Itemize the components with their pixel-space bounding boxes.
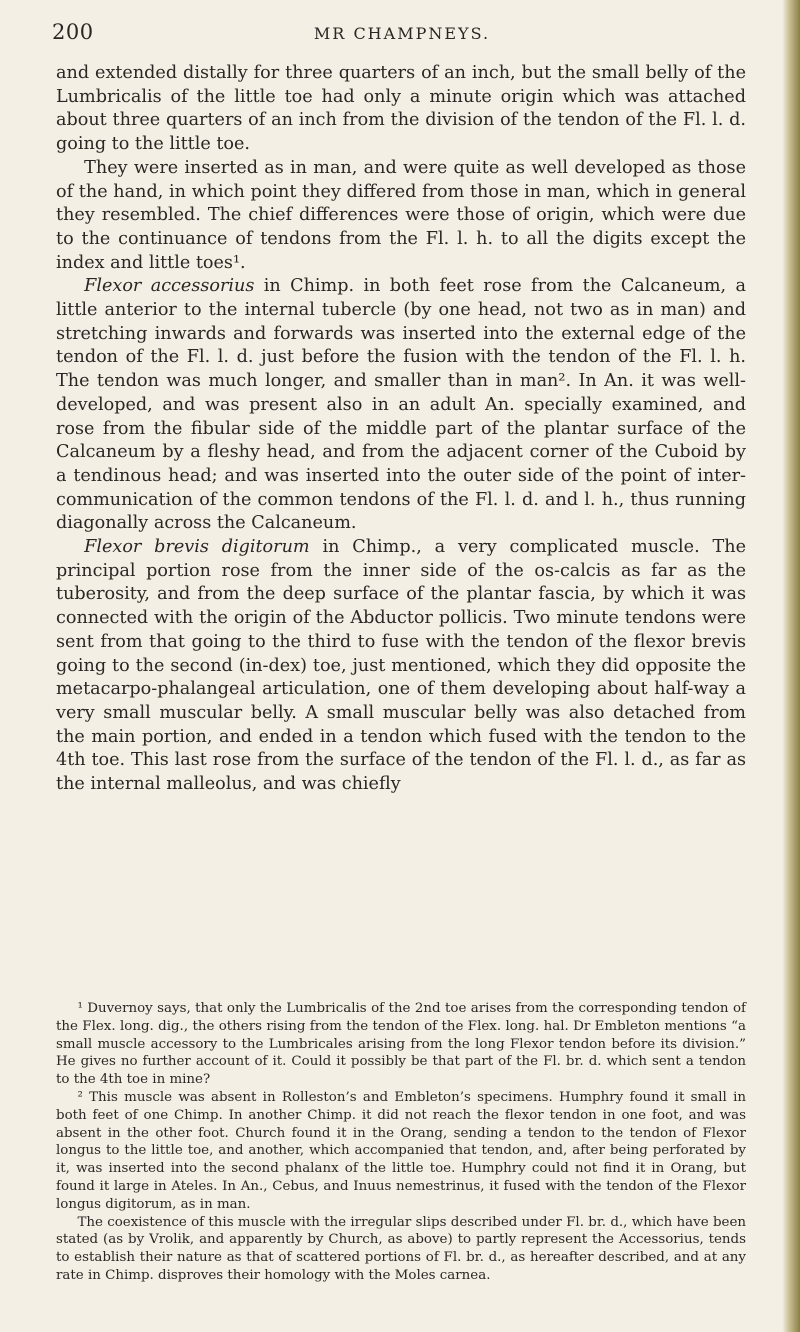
paragraph-flexor-brevis-digitorum [56, 536, 746, 797]
paragraph-text: and extended distally for three quarters of an inch, but the small belly of the Lumbricalis of the little toe had only a minute origin which was attached about three quarters of an inch from the division of the tendon of the Fl. l. d. going to the little toe. [56, 63, 746, 155]
paragraph-text: in Chimp. in both feet rose from the Calcaneum, a little anterior to the internal tubercle (by one head, not two as in man) and stretching inwards and forwards was inserted into the external edge of the tendon of the Fl. l. d. just before the fusion with the tendon of the Fl. l. h. The tendon was much longer, and smaller than in man². In An. it was well-developed, and was present also in an adult An. specially examined, and rose from the fibular side of the middle part of the plantar surface of the Calcaneum by a fleshy head, and from the adjacent corner of the Cuboid by a tendinous head; and was inserted into the outer side of the point of inter-communication of the common tendons of the Fl. l. d. and l. h., thus running diagonally across the Calcaneum. [56, 276, 746, 534]
muscle-term: Flexor brevis digitorum [84, 537, 310, 558]
body-text [56, 62, 746, 797]
paragraph-text: in Chimp., a very complicated muscle. The principal portion rose from the inner side of the os-calcis as far as the tuberosity, and from the deep surface of the plantar fascia, by which it was connected with the origin of the Abductor pollicis. Two minute tendons were sent from that going to the third to fuse with the tendon of the flexor brevis going to the second (in-dex) toe, just mentioned, which they did opposite the metacarpo-phalangeal articulation, one of them developing about half-way a very small muscular belly. A small muscular belly was also detached from the main portion, and ended in a tendon which fused with the tendon to the 4th toe. This last rose from the surface of the tendon of the Fl. l. d., as far as the internal malleolus, and was chiefly [56, 537, 747, 795]
page-number: 200 [52, 20, 94, 44]
paragraph-text: They were inserted as in man, and were quite as well developed as those of the hand, in which point they differed from those in man, which in general they resembled. The chief differences were those of origin, which were due to the continuance of tendons from the Fl. l. h. to all the digits except the index and little toes¹. [56, 157, 746, 273]
page-edge-shadow [782, 0, 800, 1332]
running-head: MR CHAMPNEYS. [313, 24, 491, 43]
paragraph-2 [56, 157, 746, 276]
footnote-2: ² This muscle was absent in Rolleston’s and Embleton’s specimens. Humphry found it small in both feet of one Chimp. In another Chimp. it did not reach the flexor tendon in one foot, and was absent in the other foot. Church found it in the Orang, sending a tendon to the tendon of Flexor longus to the little toe, and another, which accompanied that tendon, and, after being perforated by it, was inserted into the second phalanx of the little toe. Humphry could not find it in Orang, but found it large in Ateles. In An., Cebus, and Inuus nemestrinus, it fused with the tendon of the Flexor longus digitorum, as in man. [56, 1089, 746, 1212]
footnotes [56, 1000, 746, 1285]
paragraph-flexor-accessorius [56, 275, 746, 536]
paragraph-1 [56, 62, 746, 157]
page-header [52, 20, 752, 48]
muscle-term: Flexor accessorius [84, 276, 255, 297]
footnote-2-continued: The coexistence of this muscle with the irregular slips described under Fl. br. d., which have been stated (as by Vrolik, and apparently by Church, as above) to partly represent the Accessorius, tends to establish their nature as that of scattered portions of Fl. br. d., as hereafter described, and at any rate in Chimp. disproves their homology with the Moles carnea. [56, 1214, 746, 1283]
footnote-1: ¹ Duvernoy says, that only the Lumbricalis of the 2nd toe arises from the corresponding tendon of the Flex. long. dig., the others rising from the tendon of the Flex. long. hal. Dr Embleton mentions “a small muscle accessory to the Lumbricales arising from the long Flexor tendon before its division.” He gives no further account of it. Could it possibly be that part of the Fl. br. d. which sent a tendon to the 4th toe in mine? [56, 1001, 746, 1088]
